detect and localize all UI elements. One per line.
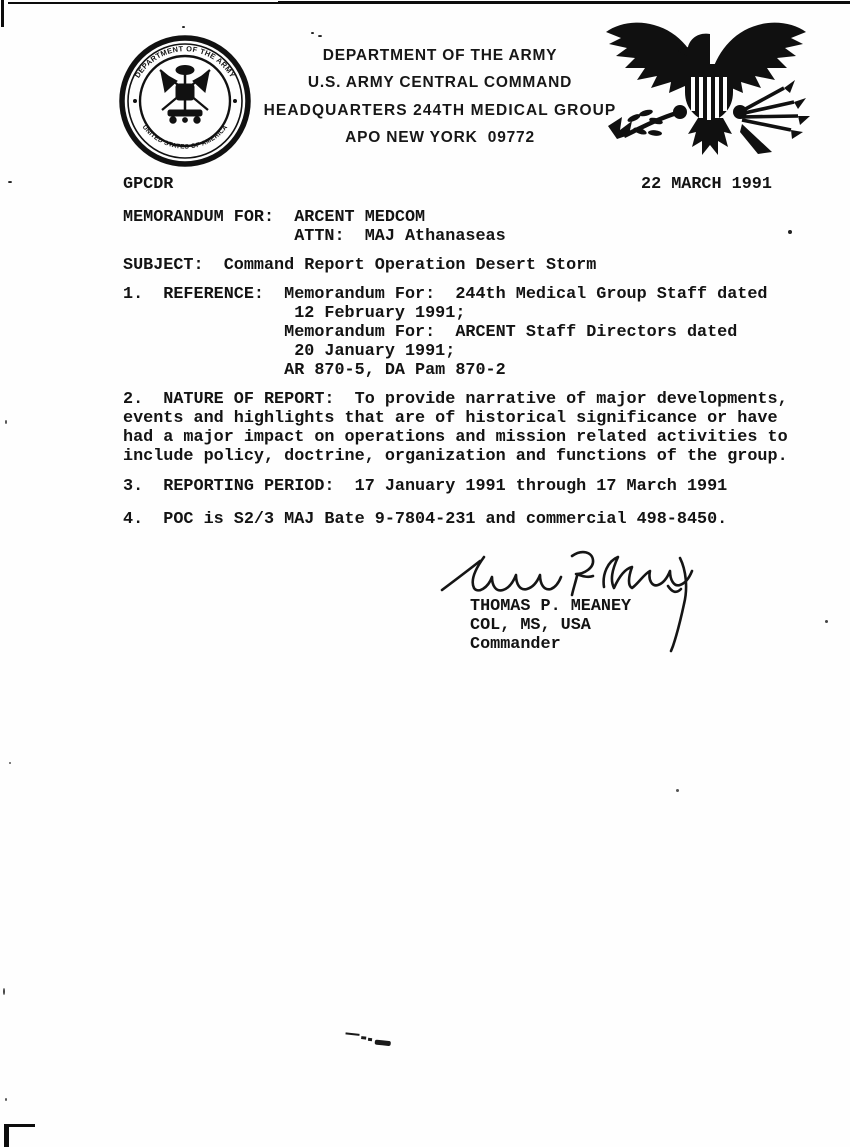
scan-speck bbox=[9, 762, 11, 764]
office-symbol: GPCDR bbox=[123, 175, 174, 194]
scan-edge-top-line-thick bbox=[278, 1, 850, 4]
svg-text:UNITED STATES OF AMERICA bbox=[141, 124, 230, 151]
signature-rank: COL, MS, USA bbox=[470, 616, 591, 635]
para1-line5: AR 870-5, DA Pam 870-2 bbox=[123, 361, 506, 380]
letterhead-line-1: DEPARTMENT OF THE ARMY bbox=[322, 47, 558, 64]
seal-bottom-text: UNITED STATES OF AMERICA bbox=[140, 123, 230, 151]
letterhead-line-2: U.S. ARMY CENTRAL COMMAND bbox=[307, 74, 573, 92]
letterhead-line-3: HEADQUARTERS 244TH MEDICAL GROUP bbox=[263, 101, 617, 119]
seal-top-text: DEPARTMENT OF THE ARMY bbox=[132, 44, 238, 80]
pen-smudge-mark bbox=[344, 1030, 395, 1049]
scan-speck bbox=[825, 620, 828, 623]
para1-line3: Memorandum For: ARCENT Staff Directors dated bbox=[123, 323, 738, 342]
para4-line: 4. POC is S2/3 MAJ Bate 9-7804-231 and commercial 498-8450. bbox=[123, 510, 728, 529]
letterhead bbox=[240, 42, 640, 152]
scan-speck bbox=[311, 32, 314, 34]
para2-line3: had a major impact on operations and mission related activities to bbox=[123, 428, 788, 447]
scan-speck bbox=[3, 988, 5, 995]
scan-speck bbox=[5, 1098, 7, 1101]
memo-for-line: MEMORANDUM FOR: ARCENT MEDCOM bbox=[123, 208, 426, 227]
subject-line: SUBJECT: Command Report Operation Desert Storm bbox=[123, 256, 597, 275]
scan-speck bbox=[788, 230, 792, 234]
para1-line2: 12 February 1991; bbox=[123, 304, 466, 323]
para1-line1: 1. REFERENCE: Memorandum For: 244th Medical Group Staff dated bbox=[123, 285, 768, 304]
signature-title: Commander bbox=[470, 635, 561, 654]
army-seal-icon bbox=[118, 34, 252, 168]
memo-date: 22 MARCH 1991 bbox=[641, 175, 772, 194]
scan-speck bbox=[676, 789, 679, 792]
memo-attn-line: ATTN: MAJ Athanaseas bbox=[123, 227, 506, 246]
para2-line2: events and highlights that are of historical significance or have bbox=[123, 409, 778, 428]
signature-name: THOMAS P. MEANEY bbox=[470, 597, 632, 616]
scan-speck bbox=[5, 420, 7, 424]
scan-speck bbox=[8, 181, 12, 183]
para2-line4: include policy, doctrine, organization and functions of the group. bbox=[123, 447, 788, 466]
para1-line4: 20 January 1991; bbox=[123, 342, 456, 361]
scan-corner-top-left bbox=[1, 0, 4, 27]
scan-speck bbox=[318, 35, 322, 37]
para3-line: 3. REPORTING PERIOD: 17 January 1991 through 17 March 1991 bbox=[123, 477, 728, 496]
para2-line1: 2. NATURE OF REPORT: To provide narrative of major developments, bbox=[123, 390, 788, 409]
letterhead-line-4: APO NEW YORK 09772 bbox=[345, 129, 535, 147]
scan-speck bbox=[182, 26, 185, 28]
seal-coat-of-arms bbox=[160, 66, 210, 124]
scan-corner-bottom-left-v bbox=[4, 1124, 9, 1147]
